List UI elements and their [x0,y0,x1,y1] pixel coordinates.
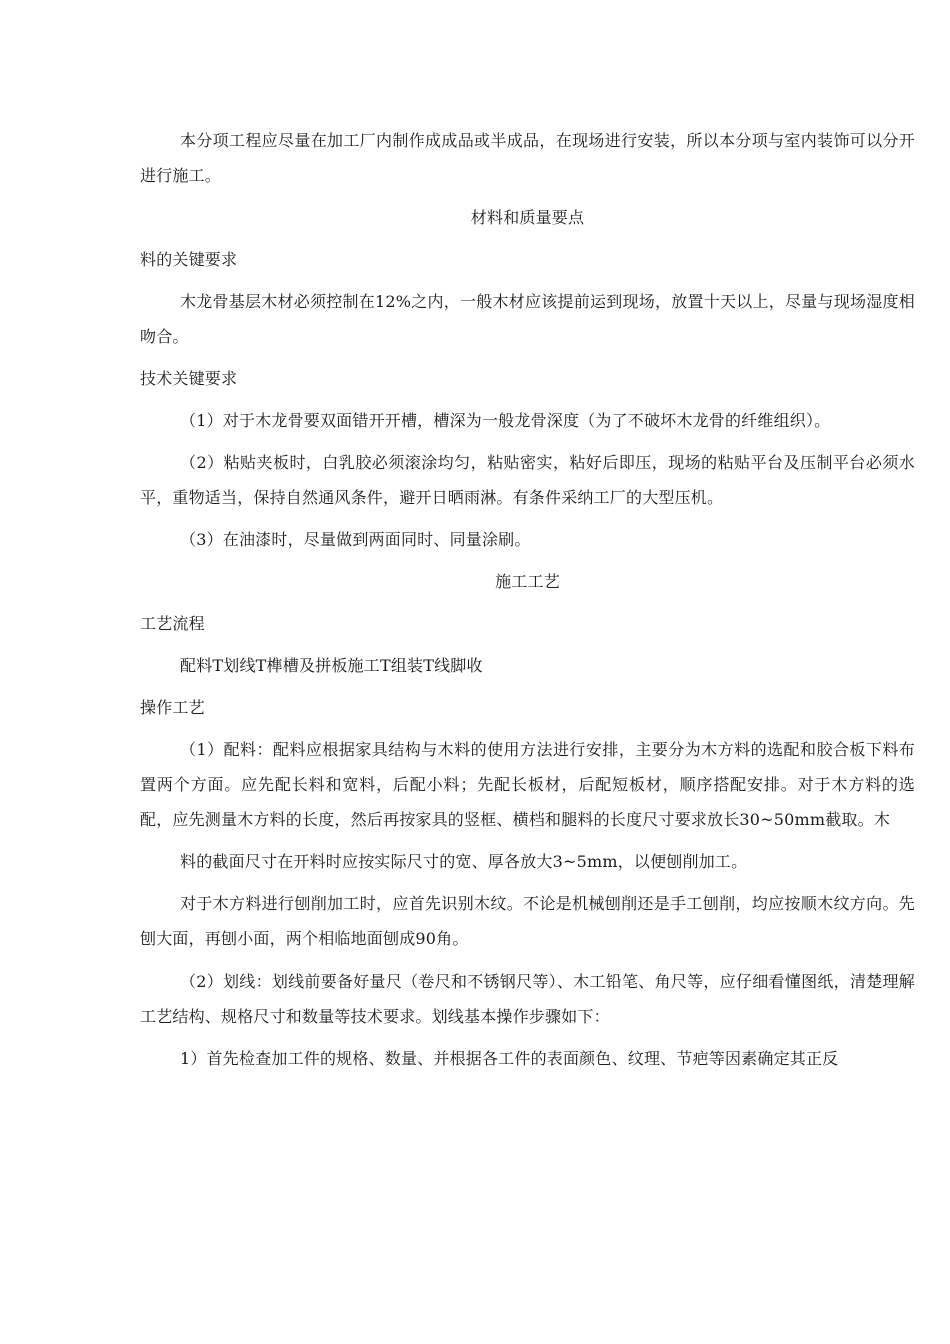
subheading-process-flow: 工艺流程 [140,614,205,633]
paragraph-step-1-inspect: 1）首先检查加工件的规格、数量、并根据各工件的表面颜色、纹理、节疤等因素确定其正反 [180,1049,839,1068]
subheading-technical-requirements: 技术关键要求 [140,369,238,388]
section-heading-materials: 材料和质量要点 [470,208,585,227]
paragraph-item-2-marking: （2）划线：划线前要备好量尺（卷尺和不锈钢尺等）、木工铅笔、角尺等，应仔细看懂图纸，清楚理解工艺结构、规格尺寸和数量等技术要求。划线基本操作步骤如下： [140,972,915,1026]
paragraph-item-3-painting: （3）在油漆时，尽量做到两面同时、同量涂刷。 [180,530,531,549]
paragraph-wood-moisture: 木龙骨基层木材必须控制在12%之内，一般木材应该提前运到现场，放置十天以上，尽量与现场湿度相吻合。 [140,292,915,346]
paragraph-item-1-slotting: （1）对于木龙骨要双面错开开槽，槽深为一般龙骨深度（为了不破坏木龙骨的纤维组织）。 [180,411,831,430]
subheading-material-requirements: 料的关键要求 [140,250,238,269]
paragraph-planing: 对于木方料进行刨削加工时，应首先识别木纹。不论是机械刨削还是手工刨削，均应按顺木纹方向。先刨大面，再刨小面，两个相临地面刨成90角。 [140,894,915,948]
subheading-operation: 操作工艺 [140,698,205,717]
paragraph-item-2-gluing: （2）粘贴夹板时，白乳胶必须滚涂均匀，粘贴密实，粘好后即压，现场的粘贴平台及压制平台必须水平，重物适当，保持自然通风条件，避开日晒雨淋。有条件采纳工厂的大型压机。 [140,453,915,507]
section-heading-construction: 施工工艺 [495,572,560,591]
paragraph-section-size: 料的截面尺寸在开料时应按实际尺寸的宽、厚各放大3~5mm，以便刨削加工。 [180,852,748,871]
paragraph-item-1-material-prep: （1）配料：配料应根据家具结构与木料的使用方法进行安排，主要分为木方料的选配和胶合板下料布置两个方面。应先配长料和宽料，后配小料；先配长板材，后配短板材，顺序搭配安排。对于木方料的选配，应先测量木方料的长度，然后再按家具的竖框、横档和腿料的长度尺寸要求放长30~50mm截取。木 [140,740,915,829]
document-body [140,123,915,1076]
intro-paragraph: 本分项工程应尽量在加工厂内制作成成品或半成品，在现场进行安装，所以本分项与室内装饰可以分开进行施工。 [140,131,915,185]
paragraph-process-flow: 配料T划线T榫槽及拼板施工T组装T线脚收 [180,656,483,675]
